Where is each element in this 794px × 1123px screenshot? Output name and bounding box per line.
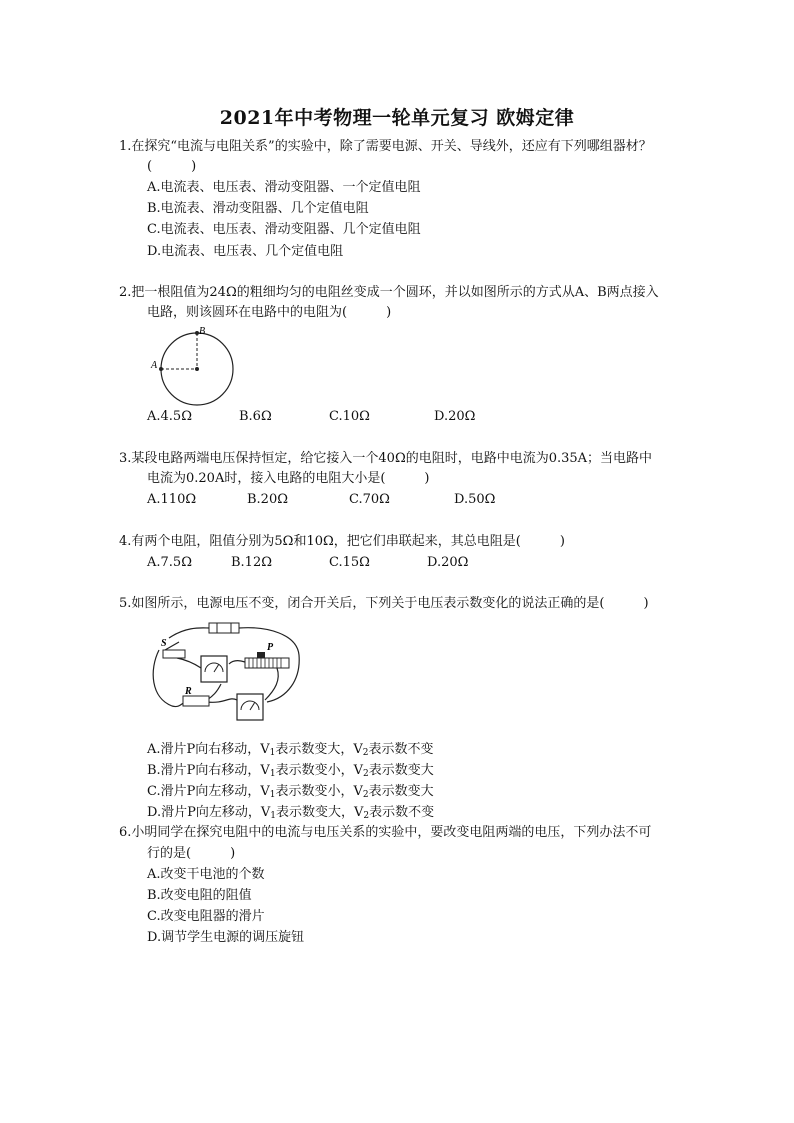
- ring-label-a: A: [151, 360, 158, 371]
- circuit-figure: [147, 620, 307, 734]
- question-1-blank: ( ): [147, 159, 197, 174]
- question-3-stem: 3.某段电路两端电压保持恒定，给它接入一个40Ω的电阻时，电路中电流为0.35A；当电路中: [119, 451, 653, 466]
- question-2-option-d: D.20Ω: [434, 409, 476, 424]
- question-5-option-d: D.滑片P向左移动，$V_1$表示数变大，$V_2$表示数不变: [147, 805, 435, 821]
- question-3-option-d: D.50Ω: [454, 492, 496, 507]
- question-1-option-c: C.电流表、电压表、滑动变阻器、几个定值电阻: [147, 222, 421, 237]
- question-3-option-c: C.70Ω: [349, 492, 390, 507]
- circuit-wire: [169, 628, 209, 638]
- circuit-wire: [265, 668, 278, 700]
- question-6-option-c: C.改变电阻器的滑片: [147, 909, 265, 924]
- question-2-option-c: C.10Ω: [329, 409, 370, 424]
- circuit-wire: [177, 658, 201, 668]
- label-r: R: [185, 686, 192, 697]
- switch-icon: [163, 650, 185, 658]
- question-4-option-b: B.12Ω: [231, 555, 273, 570]
- question-5-option-c: C.滑片P向左移动，$V_1$表示数变小，$V_2$表示数变大: [147, 784, 434, 800]
- question-2-stem-cont: 电路，则该圆环在电路中的电阻为( ): [147, 305, 392, 320]
- ring-resistor-figure: [148, 324, 244, 408]
- question-6-option-d: D.调节学生电源的调压旋钮: [147, 930, 305, 945]
- question-5-stem: 5.如图所示，电源电压不变，闭合开关后，下列关于电压表示数变化的说法正确的是( ): [119, 596, 649, 611]
- question-1-option-a: A.电流表、电压表、滑动变阻器、一个定值电阻: [147, 180, 421, 195]
- question-1-stem: 1.在探究“电流与电阻关系”的实验中，除了需要电源、开关、导线外，还应有下列哪组器材？: [119, 139, 652, 154]
- rheostat-icon: [245, 658, 289, 668]
- ring-center-dot: [195, 367, 199, 371]
- question-4-option-c: C.15Ω: [329, 555, 370, 570]
- page-title: 2021年中考物理一轮单元复习 欧姆定律: [219, 107, 575, 129]
- label-p: P: [267, 642, 274, 653]
- question-6-stem: 6.小明同学在探究电阻中的电流与电压关系的实验中，要改变电阻两端的电压，下列办法不可: [119, 825, 652, 840]
- circuit-wire: [229, 661, 245, 664]
- question-2-option-a: A.4.5Ω: [147, 409, 192, 424]
- ring-point-a: [159, 367, 163, 371]
- question-5-option-b: B.滑片P向右移动，$V_1$表示数变小，$V_2$表示数变大: [147, 763, 434, 779]
- question-5-option-a: A.滑片P向右移动，$V_1$表示数变大，$V_2$表示数不变: [147, 742, 434, 758]
- question-6-option-a: A.改变干电池的个数: [147, 867, 265, 882]
- label-s: S: [161, 638, 167, 649]
- question-2-stem: 2.把一根阻值为24Ω的粗细均匀的电阻丝变成一个圆环，并以如图所示的方式从A、B两点接入: [119, 285, 659, 300]
- question-3-stem-cont: 电流为0.20A时，接入电路的电阻大小是( ): [147, 471, 430, 486]
- question-2-option-b: B.6Ω: [239, 409, 272, 424]
- question-4-option-d: D.20Ω: [427, 555, 469, 570]
- question-3-option-a: A.110Ω: [147, 492, 197, 507]
- voltmeter-v2-icon: [237, 694, 263, 720]
- question-6-option-b: B.改变电阻的阻值: [147, 888, 252, 903]
- resistor-r-icon: [183, 696, 209, 706]
- question-6-stem-cont: 行的是( ): [147, 846, 236, 861]
- question-4-option-a: A.7.5Ω: [147, 555, 192, 570]
- voltmeter-v1-icon: [201, 656, 227, 682]
- slider-p-icon: [257, 652, 265, 658]
- question-4-stem: 4.有两个电阻，阻值分别为5Ω和10Ω，把它们串联起来，其总电阻是( ): [119, 534, 565, 549]
- question-3-option-b: B.20Ω: [247, 492, 289, 507]
- ring-label-b: B: [199, 326, 206, 337]
- question-1-option-b: B.电流表、滑动变阻器、几个定值电阻: [147, 201, 369, 216]
- battery-icon: [209, 623, 239, 633]
- question-1-option-d: D.电流表、电压表、几个定值电阻: [147, 244, 344, 259]
- circuit-wire: [207, 699, 237, 702]
